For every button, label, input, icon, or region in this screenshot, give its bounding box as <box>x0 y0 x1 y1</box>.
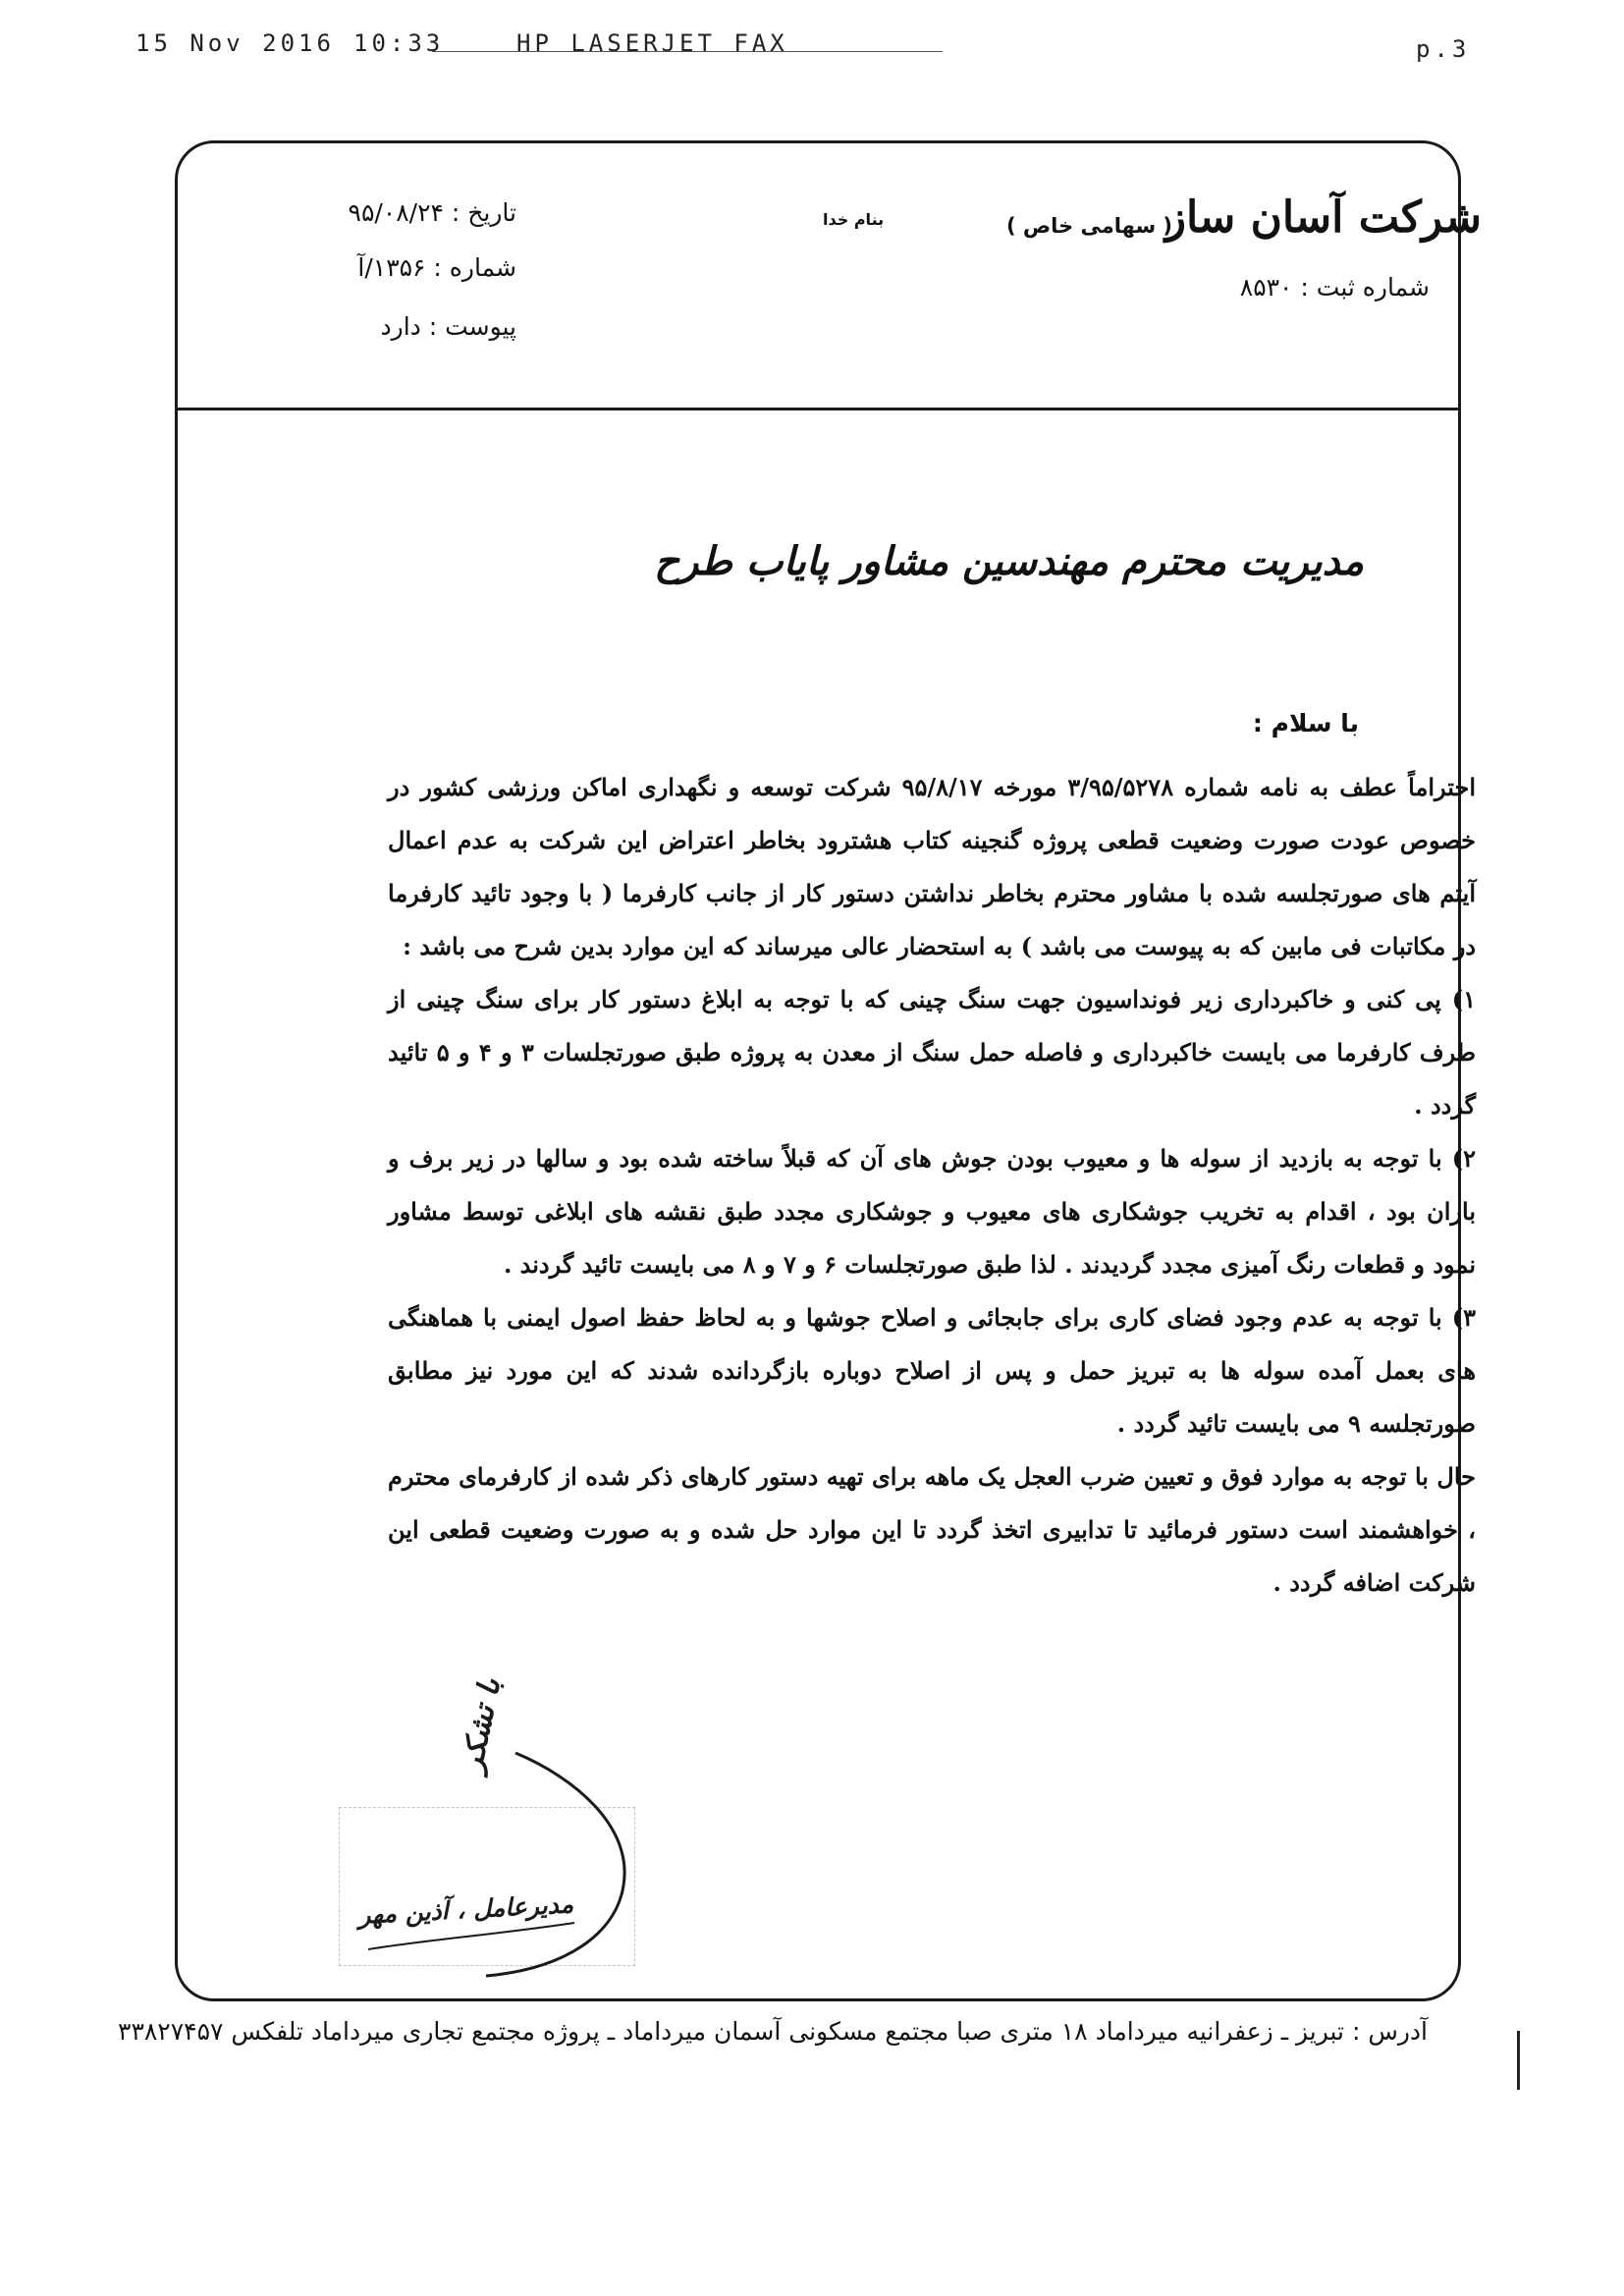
letter-number: شماره : ۱۳۵۶/آ <box>357 253 516 282</box>
body-paragraph-intro: احتراماً عطف به نامه شماره ۳/۹۵/۵۲۷۸ مورخه ۹۵/۸/۱۷ شرکت توسعه و نگهداری اماکن ورزشی کشور در خصوص عودت صورت وضعیت قطعی پروژه گنجینه کتاب هشترود بخاطر اعتراض این شرکت به عدم اعمال آیتم های صورتجلسه شده با مشاور محترم بخاطر نداشتن دستور کار از جانب کارفرما ( با وجود تائید کارفرما در مکاتبات فی مابین که به پیوست می باشد ) به استحضار عالی میرساند که این موارد بدین شرح می باشد : <box>388 773 1476 960</box>
body-paragraph-item-2: ۲) با توجه به بازدید از سوله ها و معیوب بودن جوش های آن که قبلاً ساخته شده بود و سالها در زیر برف و باران بود ، اقدام به تخریب جوشکاری های معیوب و جوشکاری مجدد طبق نقشه های ابلاغی توسط مشاور نمود و قطعات رنگ آمیزی مجدد گردیدند . لذا طبق صورتجلسات ۶ و ۷ و ۸ می بایست تائید گردند . <box>388 1144 1476 1279</box>
letter-attachment: پیوست : دارد <box>380 312 516 341</box>
signature-greeting: با تشکر <box>455 1674 509 1776</box>
registration-number: شماره ثبت : ۸۵۳۰ <box>1239 273 1430 301</box>
basmala: بنام خدا <box>823 210 885 229</box>
body-paragraph-closing: حال با توجه به موارد فوق و تعیین ضرب العجل یک ماهه برای تهیه دستور کارهای ذکر شده از کارفرمای محترم ، خواهشمند است دستور فرمائید تا تدابیری اتخذ گردد تا این موارد حل شده و به صورت وضعیت قطعی این شرکت اضافه گردد . <box>388 1462 1476 1597</box>
fax-header <box>0 27 1624 67</box>
recipient: مدیریت محترم مهندسین مشاور پایاب طرح <box>654 538 1364 584</box>
fax-time: 10:33 <box>353 29 445 57</box>
fax-page-number: p.3 <box>1416 35 1471 63</box>
company-name: شرکت آسان ساز <box>1164 192 1482 243</box>
fax-header-rule <box>432 51 943 52</box>
letter-date: تاریخ : ۹۵/۰۸/۲۴ <box>348 198 516 227</box>
signature-stroke <box>339 1748 697 1984</box>
body-paragraph-item-1: ۱) پی کنی و خاکبرداری زیر فونداسیون جهت سنگ چینی که با توجه به ابلاغ دستور کار برای سنگ چینی از طرف کارفرما می بایست خاکبرداری و فاصله حمل سنگ از معدن به پروژه طبق صورتجلسات ۳ و ۴ و ۵ تائید گردد . <box>388 985 1476 1120</box>
letterhead-divider <box>175 408 1461 410</box>
company-type: ( سهامی خاص ) <box>1005 214 1172 238</box>
letter-body <box>388 761 1476 1610</box>
fax-device: HP LASERJET FAX <box>516 29 788 57</box>
signer-name: مدیرعامل ، آذین مهر <box>357 1889 574 1930</box>
salutation: با سلام : <box>1252 709 1359 738</box>
footer-address: آدرس : تبریز ـ زعفرانیه میرداماد ۱۸ متری صبا مجتمع مسکونی آسمان میرداماد ـ پروژه مجتمع تجاری میرداماد تلفکس ۳۳۸۲۷۴۵۷ <box>118 2017 1428 2046</box>
fax-date: 15 Nov 2016 <box>135 29 335 57</box>
signature-block <box>339 1674 697 1984</box>
body-paragraph-item-3: ۳) با توجه به عدم وجود فضای کاری برای جابجائی و اصلاح جوشها و به لحاظ حفظ اصول ایمنی با هماهنگی های بعمل آمده سوله ها به تبریز حمل و پس از اصلاح دوباره بازگردانده شدند که این مورد نیز مطابق صورتجلسه ۹ می بایست تائید گردد . <box>388 1303 1476 1438</box>
footer-address-bar <box>1517 2031 1520 2090</box>
